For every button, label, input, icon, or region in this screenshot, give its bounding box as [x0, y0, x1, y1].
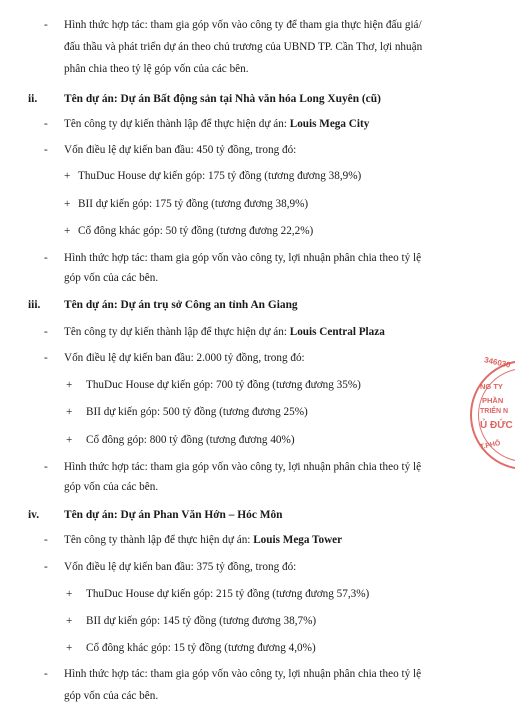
contribution-line: Cổ đông khác góp: 50 tỷ đồng (tương đương 22,2%) — [78, 225, 314, 237]
form-line-1: Hình thức hợp tác: tham gia góp vốn vào công ty, lợi nhuận phân chia theo tỷ lệ — [64, 461, 422, 473]
contribution-line: ThuDuc House dự kiến góp: 215 tỷ đồng (tương đương 57,3%) — [86, 588, 370, 600]
stamp-text: TRIỂN N — [480, 408, 508, 415]
intro-line-3: phân chia theo tỷ lệ góp vốn của các bên. — [64, 63, 249, 75]
company-label: Tên công ty thành lập để thực hiện dự án: — [64, 534, 254, 546]
section-number: ii. — [28, 93, 38, 105]
company-stamp — [470, 352, 515, 482]
contribution-line: BII dự kiến góp: 175 tỷ đồng (tương đương 38,9%) — [78, 198, 309, 210]
stamp-text: NG TY — [480, 382, 503, 391]
bullet-dash: - — [44, 534, 48, 546]
bullet-dash: - — [44, 668, 48, 680]
bullet-dash: - — [44, 561, 48, 573]
contribution-line: ThuDuc House dự kiến góp: 700 tỷ đồng (tương đương 35%) — [86, 379, 361, 391]
section-number: iv. — [28, 509, 40, 521]
bullet-plus: + — [66, 379, 73, 391]
bullet-plus: + — [64, 170, 71, 182]
contribution-line: BII dự kiến góp: 500 tỷ đồng (tương đương 25%) — [86, 406, 308, 418]
intro-line-1: Hình thức hợp tác: tham gia góp vốn vào công ty để tham gia thực hiện đấu giá/ — [64, 19, 422, 31]
bullet-dash: - — [44, 19, 48, 31]
section-number: iii. — [28, 299, 41, 311]
stamp-text: Ủ ĐỨC — [480, 420, 513, 431]
capital-line: Vốn điều lệ dự kiến ban đầu: 375 tỷ đồng, trong đó: — [64, 561, 297, 573]
section-title: Tên dự án: Dự án Phan Văn Hớn – Hóc Môn — [64, 509, 283, 521]
bullet-plus: + — [66, 406, 73, 418]
form-line-2: góp vốn của các bên. — [64, 481, 159, 493]
form-line-2: góp vốn của các bên. — [64, 690, 159, 702]
section-title: Tên dự án: Dự án Bất động sản tại Nhà văn hóa Long Xuyên (cũ) — [64, 93, 381, 105]
contribution-line: ThuDuc House dự kiến góp: 175 tỷ đồng (tương đương 38,9%) — [78, 170, 362, 182]
company-label: Tên công ty dự kiến thành lập để thực hiện dự án: — [64, 118, 290, 130]
company-name: Louis Central Plaza — [289, 326, 385, 338]
bullet-plus: + — [66, 588, 73, 600]
section-title: Tên dự án: Dự án trụ sở Công an tỉnh An Giang — [64, 299, 298, 311]
bullet-plus: + — [64, 225, 71, 237]
bullet-dash: - — [44, 252, 48, 264]
bullet-dash: - — [44, 352, 48, 364]
company-line — [64, 533, 342, 547]
capital-line: Vốn điều lệ dự kiến ban đầu: 450 tỷ đồng, trong đó: — [64, 144, 297, 156]
bullet-dash: - — [44, 326, 48, 338]
bullet-dash: - — [44, 144, 48, 156]
company-line — [64, 325, 385, 339]
bullet-plus: + — [66, 434, 73, 446]
company-name: Louis Mega Tower — [253, 534, 343, 546]
company-line — [64, 117, 369, 131]
stamp-text: PHẦN — [482, 396, 504, 405]
form-line-1: Hình thức hợp tác: tham gia góp vốn vào công ty, lợi nhuận phân chia theo tỷ lệ — [64, 252, 422, 264]
form-line-1: Hình thức hợp tác: tham gia góp vốn vào công ty, lợi nhuận phân chia theo tỷ lệ — [64, 668, 422, 680]
form-line-2: góp vốn của các bên. — [64, 272, 159, 284]
company-name: Louis Mega City — [289, 118, 370, 130]
bullet-plus: + — [66, 642, 73, 654]
stamp-number: 346030 — [483, 355, 512, 370]
bullet-plus: + — [64, 198, 71, 210]
stamp-text: T.PHỐ — [479, 439, 502, 452]
bullet-dash: - — [44, 118, 48, 130]
bullet-plus: + — [66, 615, 73, 627]
contribution-line: Cổ đông góp: 800 tỷ đồng (tương đương 40%) — [86, 434, 295, 446]
intro-line-2: đấu thầu và phát triển dự án theo chủ trương của UBND TP. Cần Thơ, lợi nhuận — [64, 41, 423, 53]
company-label: Tên công ty dự kiến thành lập để thực hiện dự án: — [64, 326, 290, 338]
capital-line: Vốn điều lệ dự kiến ban đầu: 2.000 tỷ đồng, trong đó: — [64, 352, 305, 364]
contribution-line: Cổ đông khác góp: 15 tỷ đồng (tương đương 4,0%) — [86, 642, 316, 654]
contribution-line: BII dự kiến góp: 145 tỷ đồng (tương đương 38,7%) — [86, 615, 317, 627]
bullet-dash: - — [44, 461, 48, 473]
